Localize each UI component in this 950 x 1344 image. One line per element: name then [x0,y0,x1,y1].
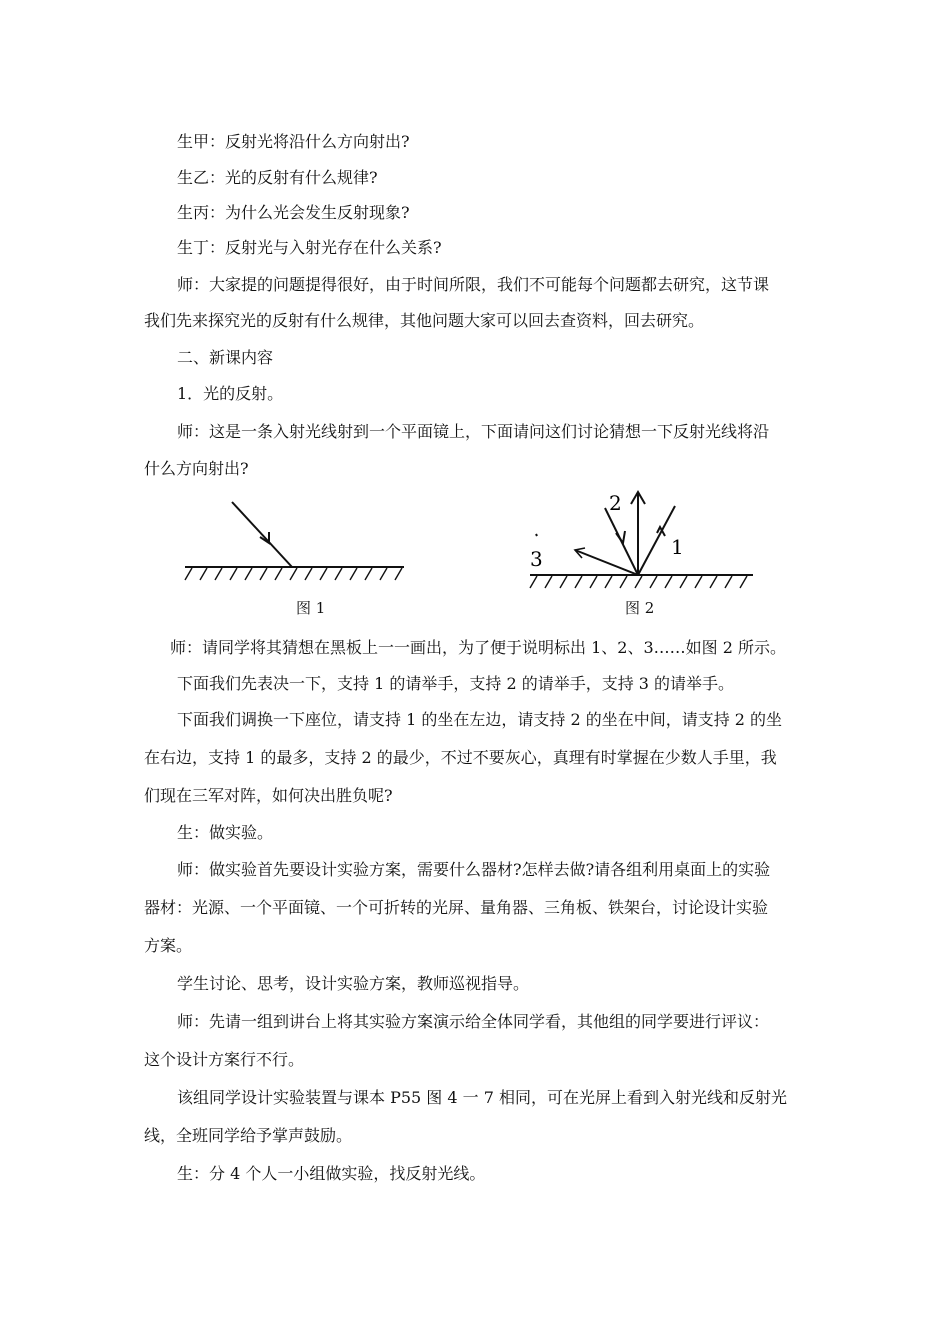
seating-paragraph-line3: 们现在三军对阵，如何决出胜负呢? [144,786,393,805]
mirror-hatching [530,576,747,588]
mirror-hatching [185,568,402,580]
label-2: 2 [609,491,622,515]
figure-1-diagram [180,496,410,591]
group-experiment: 生：分 4 个人一小组做实验，找反射光线。 [177,1164,486,1183]
subsection-heading: 1．光的反射。 [177,384,284,403]
figure-2-diagram [525,488,760,593]
teacher-instruction: 师：请同学将其猜想在黑板上一一画出，为了便于说明标出 1、2、3……如图 2 所示。 [170,638,786,657]
dialogue-student-a: 生甲：反射光将沿什么方向射出? [177,132,410,151]
experiment-design-line1: 师：做实验首先要设计实验方案，需要什么器材?怎样去做?请各组利用桌面上的实验 [177,860,771,879]
vote-instruction: 下面我们先表决一下，支持 1 的请举手，支持 2 的请举手，支持 3 的请举手。 [177,674,735,693]
seating-paragraph-line2: 在右边，支持 1 的最多，支持 2 的最少，不过不要灰心，真理有时掌握在少数人手里，我 [144,748,777,767]
figure-2-caption: 图 2 [625,599,655,617]
teacher-question-line1: 师：这是一条入射光线射到一个平面镜上，下面请问这们讨论猜想一下反射光线将沿 [177,422,770,441]
dialogue-student-c: 生丙：为什么光会发生反射现象? [177,203,410,222]
experiment-design-line2: 器材：光源、一个平面镜、一个可折转的光屏、量角器、三角板、铁架台，讨论设计实验 [144,898,769,917]
teacher-remark-line1: 师：大家提的问题提得很好，由于时间所限，我们不可能每个问题都去研究，这节课 [177,275,770,294]
incident-ray [232,502,292,567]
student-discussion: 学生讨论、思考，设计实验方案，教师巡视指导。 [177,974,530,993]
student-answer: 生：做实验。 [177,823,274,842]
group-result-line1: 该组同学设计实验装置与课本 P55 图 4 一 7 相同，可在光屏上看到入射光线和反射光 [177,1088,788,1107]
demonstration-line1: 师：先请一组到讲台上将其实验方案演示给全体同学看，其他组的同学要进行评议： [177,1012,770,1031]
teacher-question-line2: 什么方向射出? [144,459,249,478]
label-1: 1 [671,535,684,559]
seating-paragraph-line1: 下面我们调换一下座位，请支持 1 的坐在左边，请支持 2 的坐在中间，请支持 2 的坐 [177,710,783,729]
stray-mark [536,534,537,536]
dialogue-student-d: 生丁：反射光与入射光存在什么关系? [177,238,442,257]
group-result-line2: 线，全班同学给予掌声鼓励。 [144,1126,353,1145]
label-3: 3 [530,547,543,571]
experiment-design-line3: 方案。 [144,936,193,955]
section-heading: 二、新课内容 [177,348,274,367]
dialogue-student-b: 生乙：光的反射有什么规律? [177,168,378,187]
reflected-ray-guess-1 [638,506,675,575]
demonstration-line2: 这个设计方案行不行。 [144,1050,305,1069]
teacher-remark-line2: 我们先来探究光的反射有什么规律，其他问题大家可以回去查资料，回去研究。 [144,311,705,330]
figure-1-caption: 图 1 [296,599,326,617]
